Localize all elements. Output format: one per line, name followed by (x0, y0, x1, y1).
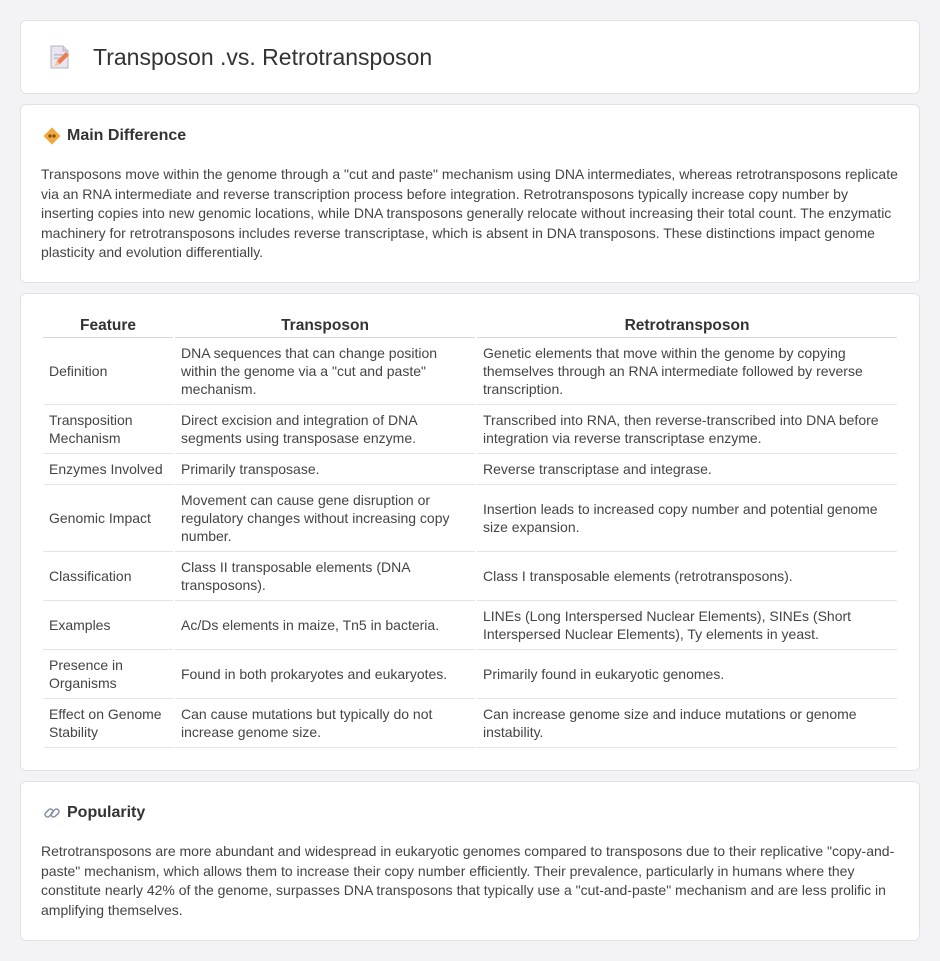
table-row (43, 699, 897, 748)
main-difference-heading: Main Difference (67, 127, 187, 144)
retrotransposon-cell: Insertion leads to increased copy number and potential genome size expansion. (477, 485, 897, 552)
transposon-cell: DNA sequences that can change position within the genome via a "cut and paste" mechanism. (175, 338, 475, 405)
table-row (43, 552, 897, 601)
feature-cell: Examples (43, 601, 173, 650)
table-row (43, 601, 897, 650)
retrotransposon-cell: Genetic elements that move within the genome by copying themselves through an RNA intermediate followed by reverse transcription. (477, 338, 897, 405)
retrotransposon-cell: Transcribed into RNA, then reverse-transcribed into DNA before integration via reverse transcriptase enzyme. (477, 405, 897, 454)
feature-cell: Classification (43, 552, 173, 601)
link-icon (43, 804, 61, 822)
transposon-cell: Found in both prokaryotes and eukaryotes. (175, 650, 475, 699)
feature-cell: Genomic Impact (43, 485, 173, 552)
retrotransposon-cell: Primarily found in eukaryotic genomes. (477, 650, 897, 699)
page-title: Transposon .vs. Retrotransposon (93, 43, 433, 70)
main-difference-text: Transposons move within the genome through a "cut and paste" mechanism using DNA intermediates, whereas retrotransposons replicate via an RNA intermediate and reverse transcription process before integration. Retrotransposons typically increase copy number by inserting copies into new genomic locations, while DNA transposons generally relocate without increasing their total count. The enzymatic machinery for retrotransposons includes reverse transcriptase, which is absent in DNA transposons. These distinctions impact genome plasticity and evolution differentially. (41, 166, 898, 261)
comparison-card (20, 293, 920, 771)
title-card (20, 20, 920, 94)
feature-cell: Presence in Organisms (43, 650, 173, 699)
table-row (43, 454, 897, 485)
feature-cell: Transposition Mechanism (43, 405, 173, 454)
document-edit-icon (45, 43, 73, 71)
main-difference-card (20, 104, 920, 283)
header-retrotransposon: Retrotransposon (477, 316, 897, 338)
feature-cell: Effect on Genome Stability (43, 699, 173, 748)
comparison-table (41, 316, 899, 748)
table-row (43, 485, 897, 552)
header-feature: Feature (43, 316, 173, 338)
transposon-cell: Primarily transposase. (175, 454, 475, 485)
retrotransposon-cell: Can increase genome size and induce mutations or genome instability. (477, 699, 897, 748)
transposon-cell: Class II transposable elements (DNA transposons). (175, 552, 475, 601)
diff-diamond-icon (43, 127, 61, 145)
transposon-cell: Direct excision and integration of DNA segments using transposase enzyme. (175, 405, 475, 454)
table-row (43, 338, 897, 405)
retrotransposon-cell: LINEs (Long Interspersed Nuclear Elements), SINEs (Short Interspersed Nuclear Elements), Ty elements in yeast. (477, 601, 897, 650)
transposon-cell: Ac/Ds elements in maize, Tn5 in bacteria. (175, 601, 475, 650)
retrotransposon-cell: Reverse transcriptase and integrase. (477, 454, 897, 485)
popularity-card (20, 781, 920, 941)
feature-cell: Definition (43, 338, 173, 405)
transposon-cell: Movement can cause gene disruption or regulatory changes without increasing copy number. (175, 485, 475, 552)
transposon-cell: Can cause mutations but typically do not increase genome size. (175, 699, 475, 748)
table-row (43, 405, 897, 454)
popularity-heading: Popularity (67, 804, 146, 821)
table-header-row (43, 316, 897, 338)
popularity-text: Retrotransposons are more abundant and widespread in eukaryotic genomes compared to transposons due to their replicative "copy-and-paste" mechanism, which allows them to increase their copy number efficiently. Their prevalence, particularly in humans where they constitute nearly 42% of the genome, surpasses DNA transposons that typically use a "cut-and-paste" mechanism and are less prolific in amplifying themselves. (41, 843, 895, 918)
feature-cell: Enzymes Involved (43, 454, 173, 485)
table-row (43, 650, 897, 699)
retrotransposon-cell: Class I transposable elements (retrotransposons). (477, 552, 897, 601)
header-transposon: Transposon (175, 316, 475, 338)
